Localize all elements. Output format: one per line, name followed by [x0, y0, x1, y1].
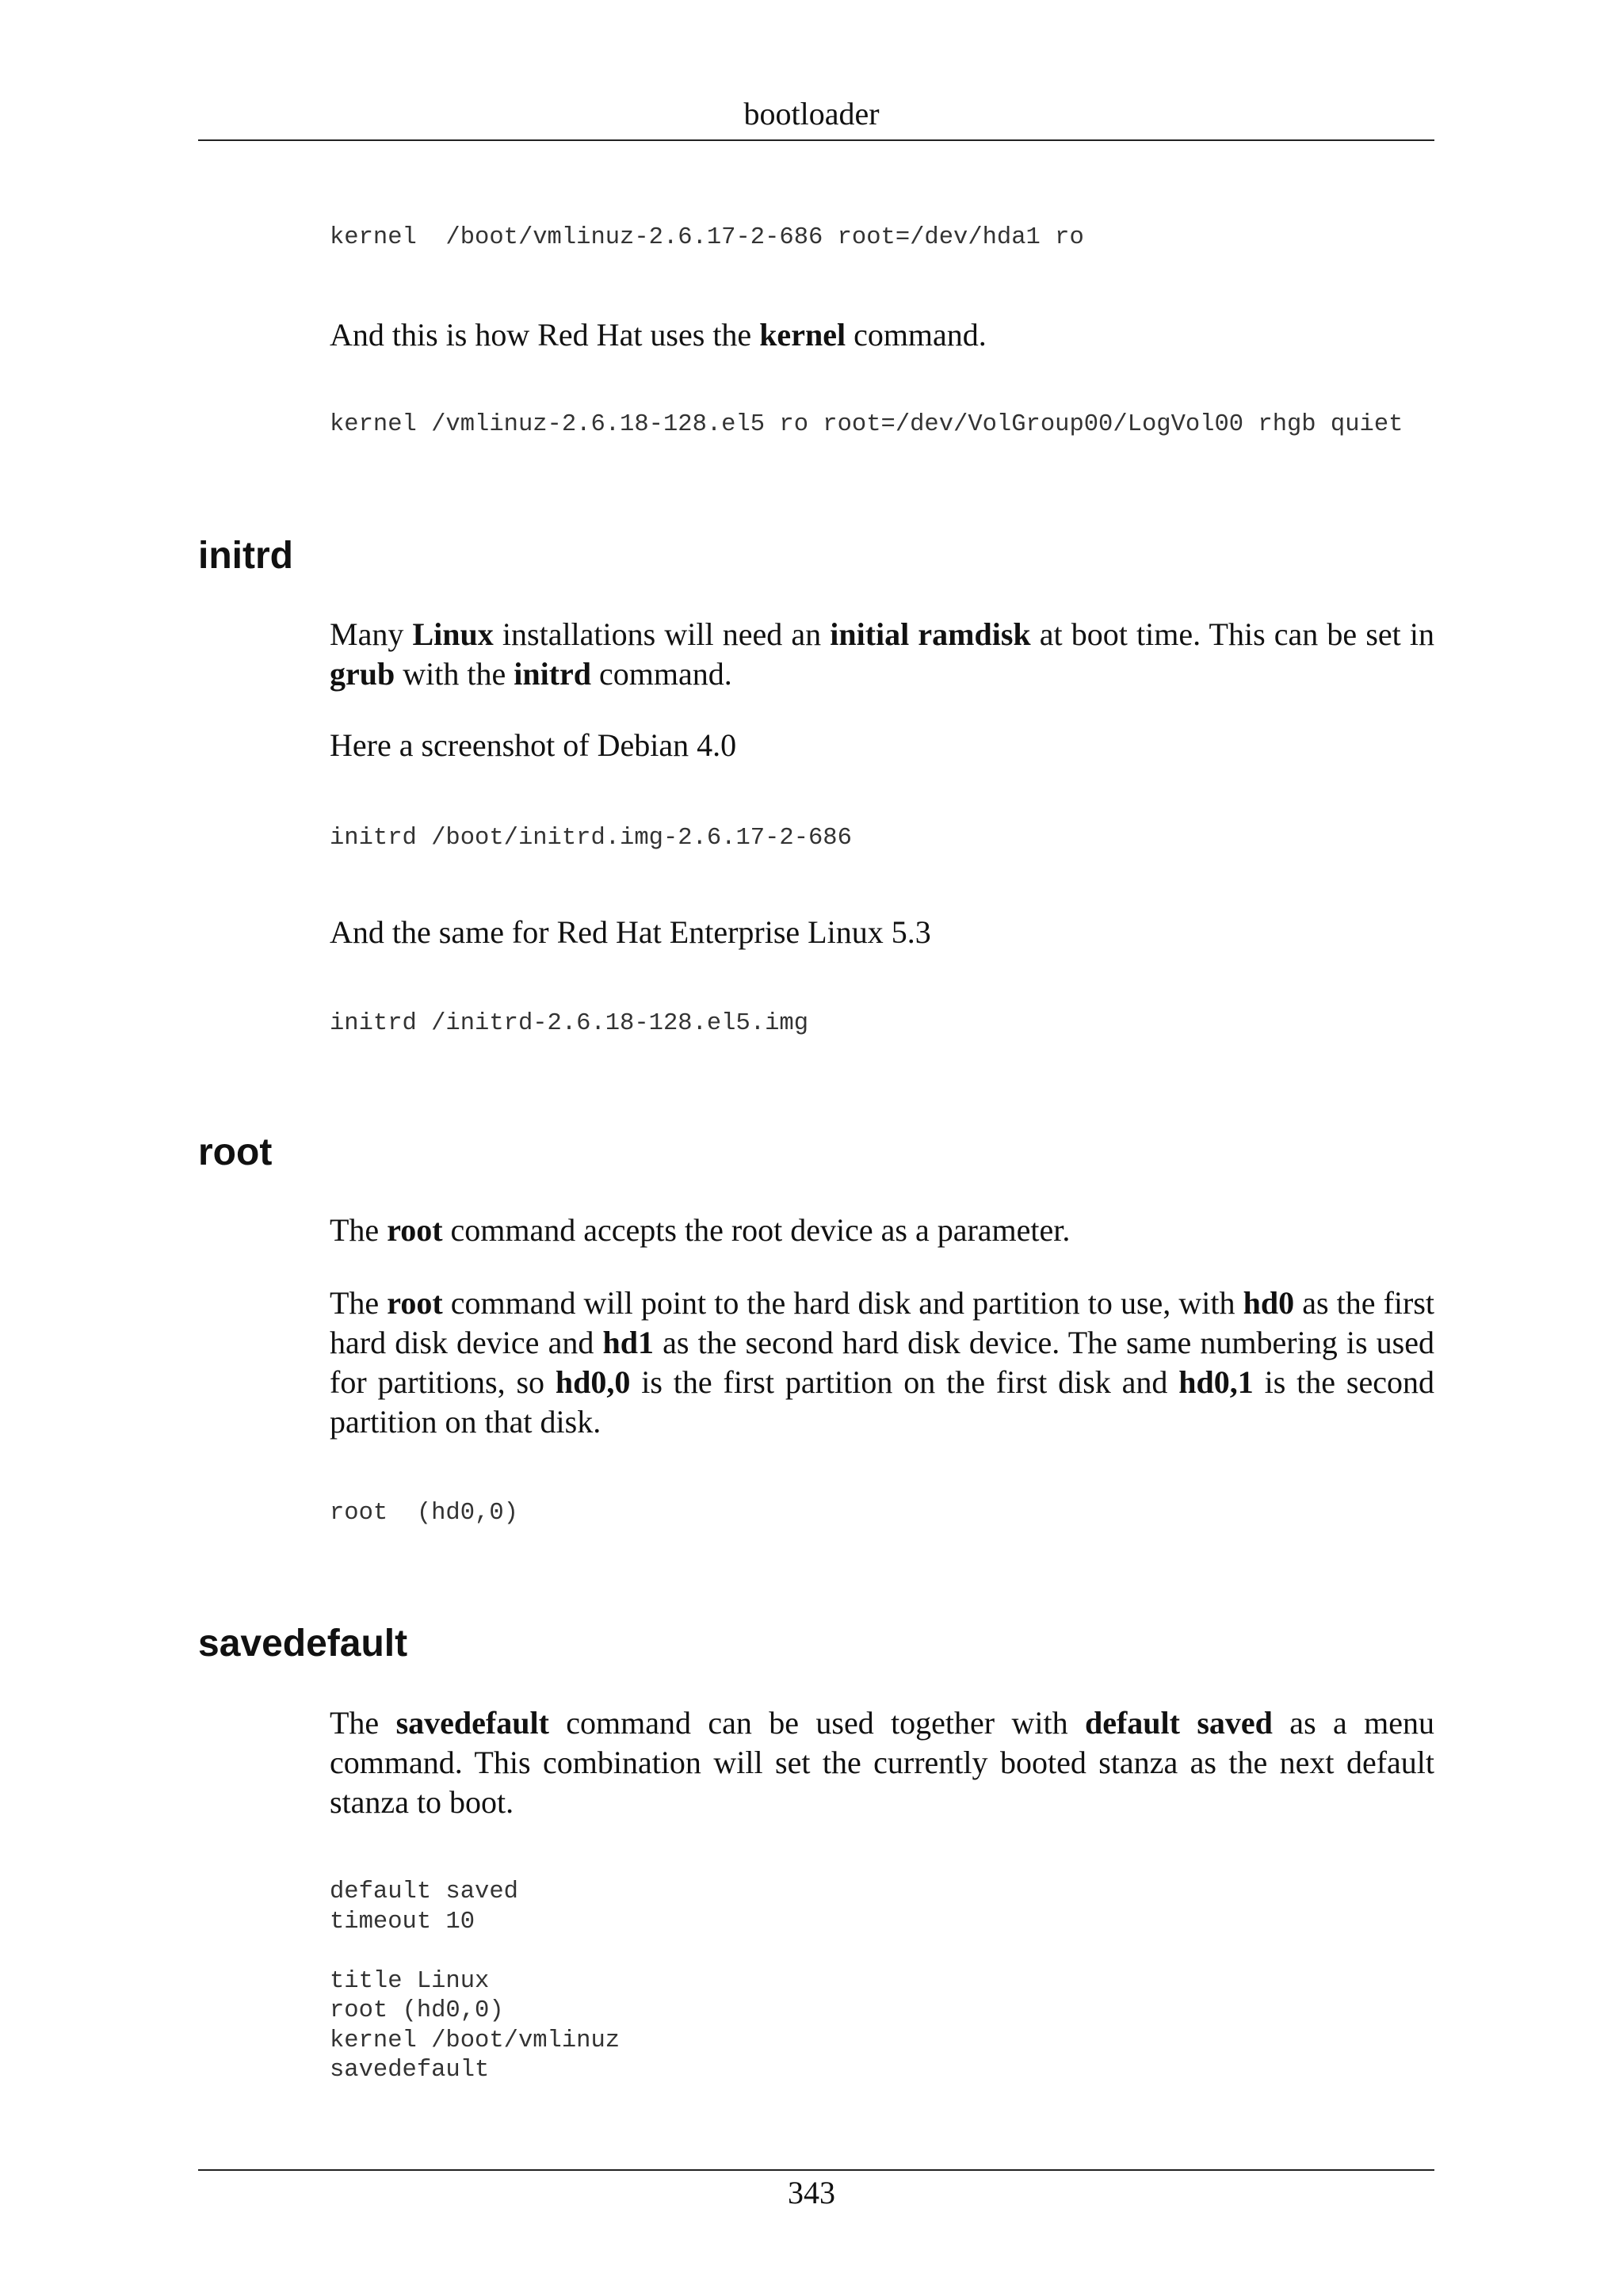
text-run: is the second partition on that disk. — [330, 1364, 1434, 1440]
text-run: Many — [330, 616, 413, 652]
text-run: Here a screenshot of Debian 4.0 — [330, 727, 737, 763]
code-block: initrd /boot/initrd.img-2.6.17-2-686 — [330, 825, 852, 852]
bold-term: savedefault — [395, 1705, 549, 1741]
text-run: is the first partition on the first disk and — [630, 1364, 1179, 1400]
text-run: command accepts the root device as a parameter. — [442, 1212, 1071, 1248]
section-heading: savedefault — [198, 1623, 408, 1665]
bold-term: default saved — [1084, 1705, 1273, 1741]
paragraph — [330, 315, 1434, 355]
text-run: command can be used together with — [548, 1705, 1085, 1741]
text-run: The — [330, 1285, 388, 1321]
paragraph — [330, 726, 1434, 765]
code-block: root (hd0,0) — [330, 1500, 518, 1527]
text-run: as the first hard disk device and — [330, 1285, 1435, 1360]
bold-term: hd0,1 — [1178, 1364, 1254, 1400]
footer-rule — [198, 2169, 1434, 2171]
paragraph — [330, 1703, 1434, 1822]
code-block: initrd /initrd-2.6.18-128.el5.img — [330, 1010, 808, 1037]
bold-term: grub — [330, 656, 395, 692]
running-header-title: bootloader — [743, 96, 880, 132]
paragraph — [330, 1211, 1434, 1250]
paragraph — [330, 1283, 1434, 1442]
text-run: The — [330, 1705, 396, 1741]
text-run: command will point to the hard disk and partition to use, with — [442, 1285, 1243, 1321]
bold-term: Linux — [412, 616, 494, 652]
text-run: at boot time. This can be set in — [1030, 616, 1435, 652]
bold-term: initial ramdisk — [830, 616, 1031, 652]
bold-term: initrd — [514, 656, 592, 692]
bold-term: root — [387, 1212, 443, 1248]
paragraph — [330, 913, 1434, 952]
text-run: command. — [591, 656, 732, 692]
text-run: as the second hard disk device. The same numbering is used for partitions, so — [330, 1325, 1435, 1400]
code-block: kernel /vmlinuz-2.6.18-128.el5 ro root=/dev/VolGroup00/LogVol00 rhgb quiet — [330, 411, 1403, 438]
bold-term: hd0 — [1243, 1285, 1295, 1321]
text-run: command. — [846, 317, 987, 353]
bold-term: kernel — [759, 317, 846, 353]
text-run: The — [330, 1212, 388, 1248]
section-heading: initrd — [198, 535, 293, 577]
text-run: as a menu command. This combination will set the currently booted stanza as the next default stanza to boot. — [330, 1705, 1434, 1820]
bold-term: hd1 — [602, 1325, 654, 1360]
text-run: with the — [395, 656, 514, 692]
text-run: And this is how Red Hat uses the — [330, 317, 760, 353]
section-heading: root — [198, 1131, 273, 1173]
code-block: kernel /boot/vmlinuz-2.6.17-2-686 root=/dev/hda1 ro — [330, 224, 1084, 251]
bold-term: root — [387, 1285, 443, 1321]
text-run: And the same for Red Hat Enterprise Linux 5.3 — [330, 914, 931, 950]
page-number: 343 — [788, 2175, 835, 2210]
text-run: installations will need an — [493, 616, 831, 652]
code-block: default saved timeout 10 title Linux root (hd0,0) kernel /boot/vmlinuz savedefault — [330, 1878, 621, 2084]
bold-term: hd0,0 — [555, 1364, 631, 1400]
paragraph — [330, 615, 1434, 694]
